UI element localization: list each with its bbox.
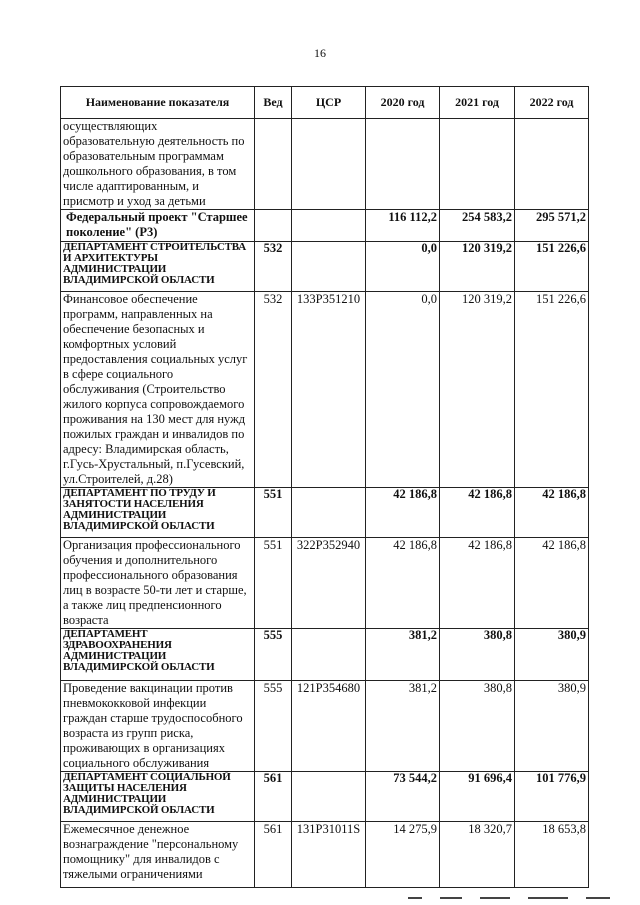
page-number: 16 xyxy=(314,46,326,60)
table-row xyxy=(61,822,589,888)
table-row-department xyxy=(61,242,589,292)
scan-mark xyxy=(586,897,610,899)
cell-ved: 551 xyxy=(255,538,292,629)
cell-csr xyxy=(292,772,366,822)
cell-2020 xyxy=(366,119,440,210)
cell-csr: 131P31011S xyxy=(292,822,366,888)
cell-2020: 73 544,2 xyxy=(366,772,440,822)
cell-ved: 561 xyxy=(255,772,292,822)
cell-2021: 254 583,2 xyxy=(440,210,515,242)
cell-2022 xyxy=(515,119,589,210)
cell-2022: 42 186,8 xyxy=(515,488,589,538)
cell-ved: 532 xyxy=(255,242,292,292)
cell-2022: 151 226,6 xyxy=(515,292,589,488)
cell-csr: 133P351210 xyxy=(292,292,366,488)
cell-name: осуществляющих образовательную деятельность по образовательным программам дошкольного образования, в том числе адаптированным, и присмотр и уход за детьми xyxy=(61,119,255,210)
header-ved: Вед xyxy=(255,87,292,119)
cell-csr xyxy=(292,210,366,242)
cell-csr xyxy=(292,242,366,292)
table-row xyxy=(61,292,589,488)
table-row-department xyxy=(61,629,589,681)
cell-csr xyxy=(292,488,366,538)
scan-mark xyxy=(408,897,422,899)
cell-name: Ежемесячное денежное вознаграждение "персональному помощнику" для инвалидов с тяжелыми ограничениями xyxy=(61,822,255,888)
cell-2021: 380,8 xyxy=(440,681,515,772)
cell-csr: 322P352940 xyxy=(292,538,366,629)
scan-mark xyxy=(528,897,568,899)
cell-2020: 0,0 xyxy=(366,242,440,292)
cell-2020: 381,2 xyxy=(366,681,440,772)
table-row xyxy=(61,119,589,210)
cell-ved xyxy=(255,119,292,210)
cell-2021: 42 186,8 xyxy=(440,488,515,538)
cell-2020: 0,0 xyxy=(366,292,440,488)
cell-2022: 18 653,8 xyxy=(515,822,589,888)
cell-2021: 380,8 xyxy=(440,629,515,681)
scan-edge-marks xyxy=(400,897,610,903)
cell-name: ДЕПАРТАМЕНТ ПО ТРУДУ И ЗАНЯТОСТИ НАСЕЛЕНИЯ АДМИНИСТРАЦИИ ВЛАДИМИРСКОЙ ОБЛАСТИ xyxy=(61,488,255,538)
cell-ved: 561 xyxy=(255,822,292,888)
cell-2022: 101 776,9 xyxy=(515,772,589,822)
cell-2020: 14 275,9 xyxy=(366,822,440,888)
cell-name: Проведение вакцинации против пневмококковой инфекции граждан старше трудоспособного возраста из групп риска, проживающих в организациях социального обслуживания xyxy=(61,681,255,772)
table-row-project xyxy=(61,210,589,242)
table-row xyxy=(61,681,589,772)
cell-csr xyxy=(292,119,366,210)
cell-2021 xyxy=(440,119,515,210)
cell-2022: 380,9 xyxy=(515,681,589,772)
cell-2021: 120 319,2 xyxy=(440,242,515,292)
cell-csr: 121P354680 xyxy=(292,681,366,772)
cell-ved: 555 xyxy=(255,681,292,772)
cell-name: ДЕПАРТАМЕНТ СТРОИТЕЛЬСТВА И АРХИТЕКТУРЫ АДМИНИСТРАЦИИ ВЛАДИМИРСКОЙ ОБЛАСТИ xyxy=(61,242,255,292)
cell-2022: 151 226,6 xyxy=(515,242,589,292)
scan-mark xyxy=(480,897,510,899)
cell-ved: 532 xyxy=(255,292,292,488)
cell-name: Организация профессионального обучения и дополнительного профессионального образования лиц в возрасте 50-ти лет и старше, а также лиц предпенсионного возраста xyxy=(61,538,255,629)
table-row-department xyxy=(61,772,589,822)
cell-2022: 380,9 xyxy=(515,629,589,681)
table-header-row xyxy=(61,87,589,119)
cell-2021: 91 696,4 xyxy=(440,772,515,822)
cell-2022: 295 571,2 xyxy=(515,210,589,242)
cell-2020: 381,2 xyxy=(366,629,440,681)
header-2020: 2020 год xyxy=(366,87,440,119)
header-name: Наименование показателя xyxy=(61,87,255,119)
budget-table xyxy=(60,86,589,888)
table-row-department xyxy=(61,488,589,538)
cell-ved: 551 xyxy=(255,488,292,538)
cell-2020: 116 112,2 xyxy=(366,210,440,242)
cell-ved: 555 xyxy=(255,629,292,681)
header-2022: 2022 год xyxy=(515,87,589,119)
cell-name: Федеральный проект "Старшее поколение" (P3) xyxy=(61,210,255,242)
cell-2021: 18 320,7 xyxy=(440,822,515,888)
cell-name: ДЕПАРТАМЕНТ ЗДРАВООХРАНЕНИЯ АДМИНИСТРАЦИИ ВЛАДИМИРСКОЙ ОБЛАСТИ xyxy=(61,629,255,681)
header-csr: ЦСР xyxy=(292,87,366,119)
cell-name: ДЕПАРТАМЕНТ СОЦИАЛЬНОЙ ЗАЩИТЫ НАСЕЛЕНИЯ АДМИНИСТРАЦИИ ВЛАДИМИРСКОЙ ОБЛАСТИ xyxy=(61,772,255,822)
cell-ved xyxy=(255,210,292,242)
cell-2020: 42 186,8 xyxy=(366,538,440,629)
cell-2020: 42 186,8 xyxy=(366,488,440,538)
cell-2021: 42 186,8 xyxy=(440,538,515,629)
cell-2021: 120 319,2 xyxy=(440,292,515,488)
cell-2022: 42 186,8 xyxy=(515,538,589,629)
table-row xyxy=(61,538,589,629)
cell-name: Финансовое обеспечение программ, направленных на обеспечение безопасных и комфортных условий предоставления социальных услуг в сфере социального обслуживания (Строительство жилого корпуса сопровождаемого проживания на 130 мест для нужд пожилых граждан и инвалидов по адресу: Владимирская область, г.Гусь-Хрустальный, п.Гусевский, ул.Строителей, д.28) xyxy=(61,292,255,488)
header-2021: 2021 год xyxy=(440,87,515,119)
scan-mark xyxy=(440,897,462,899)
cell-csr xyxy=(292,629,366,681)
